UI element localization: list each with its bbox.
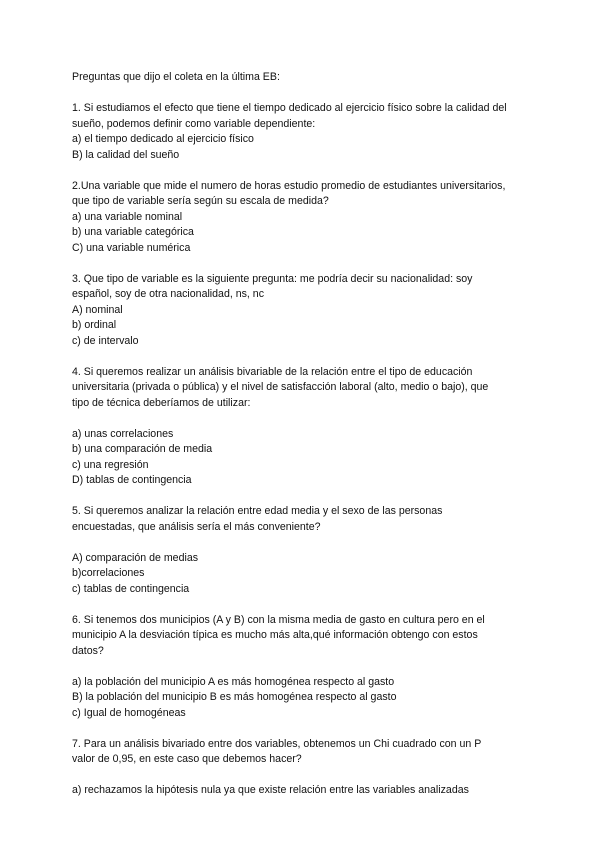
question-prompt-line: 7. Para un análisis bivariado entre dos variables, obtenemos un Chi cuadrado con un P [72, 737, 482, 750]
answer-option: a) rechazamos la hipótesis nula ya que existe relación entre las variables analizadas [72, 784, 469, 796]
blank-line [72, 256, 534, 272]
question-1 [72, 101, 534, 179]
question-prompt-line: 2.Una variable que mide el numero de horas estudio promedio de estudiantes universitarios, [72, 179, 506, 192]
question-prompt-line: municipio A la desviación típica es mucho más alta,qué información obtengo con estos [72, 629, 478, 641]
answer-option: a) el tiempo dedicado al ejercicio físico [72, 133, 254, 145]
answer-option: c) Igual de homogéneas [72, 706, 186, 719]
question-5 [72, 504, 534, 613]
question-prompt-line: 6. Si tenemos dos municipios (A y B) con la misma media de gasto en cultura pero en el [72, 613, 485, 626]
answer-option: c) de intervalo [72, 334, 139, 347]
blank-line [72, 659, 534, 675]
blank-line [72, 535, 534, 551]
question-prompt-line: 1. Si estudiamos el efecto que tiene el tiempo dedicado al ejercicio físico sobre la calidad del [72, 102, 507, 114]
answer-option: B) la población del municipio B es más homogénea respecto al gasto [72, 691, 397, 703]
question-prompt-line: que tipo de variable sería según su escala de medida? [72, 195, 329, 207]
blank-line [72, 163, 534, 179]
question-prompt-line: universitaria (privada o pública) y el nivel de satisfacción laboral (alto, medio o bajo), que [72, 381, 489, 393]
answer-option: c) tablas de contingencia [72, 582, 190, 595]
question-prompt-line: español, soy de otra nacionalidad, ns, nc [72, 288, 264, 300]
answer-option: A) nominal [72, 303, 123, 316]
answer-option: C) una variable numérica [72, 241, 191, 254]
question-prompt-line: encuestadas, que análisis sería el más conveniente? [72, 520, 321, 533]
answer-option: b) una comparación de media [72, 443, 213, 455]
blank-line [72, 411, 534, 427]
blank-line [72, 597, 534, 613]
document-heading: Preguntas que dijo el coleta en la última EB: [72, 71, 280, 83]
answer-option: A) comparación de medias [72, 551, 199, 564]
question-prompt-line: 4. Si queremos realizar un análisis bivariable de la relación entre el tipo de educación [72, 365, 473, 378]
blank-line [72, 768, 534, 784]
document-body [72, 70, 534, 814]
answer-option: c) una regresión [72, 458, 149, 471]
answer-option: b) una variable categórica [72, 226, 194, 238]
question-prompt-line: datos? [72, 644, 104, 657]
question-7 [72, 737, 534, 815]
question-prompt-line: 5. Si queremos analizar la relación entre edad media y el sexo de las personas [72, 505, 443, 517]
question-prompt-line: valor de 0,95, en este caso que debemos hacer? [72, 753, 302, 765]
answer-option: a) unas correlaciones [72, 427, 174, 440]
question-6 [72, 613, 534, 737]
question-4 [72, 365, 534, 505]
question-prompt-line: tipo de técnica deberíamos de utilizar: [72, 396, 251, 409]
question-prompt-line: sueño, podemos definir como variable dependiente: [72, 117, 316, 130]
answer-option: a) la población del municipio A es más homogénea respecto al gasto [72, 675, 395, 688]
answer-option: b) ordinal [72, 319, 117, 331]
answer-option: B) la calidad del sueño [72, 148, 180, 161]
blank-line [72, 799, 534, 815]
blank-line [72, 86, 534, 102]
answer-option: b)correlaciones [72, 567, 145, 579]
blank-line [72, 489, 534, 505]
blank-line [72, 721, 534, 737]
question-prompt-line: 3. Que tipo de variable es la siguiente pregunta: me podría decir su nacionalidad: soy [72, 272, 473, 285]
question-3 [72, 272, 534, 365]
answer-option: D) tablas de contingencia [72, 474, 192, 486]
answer-option: a) una variable nominal [72, 210, 183, 223]
question-2 [72, 179, 534, 272]
blank-line [72, 349, 534, 365]
